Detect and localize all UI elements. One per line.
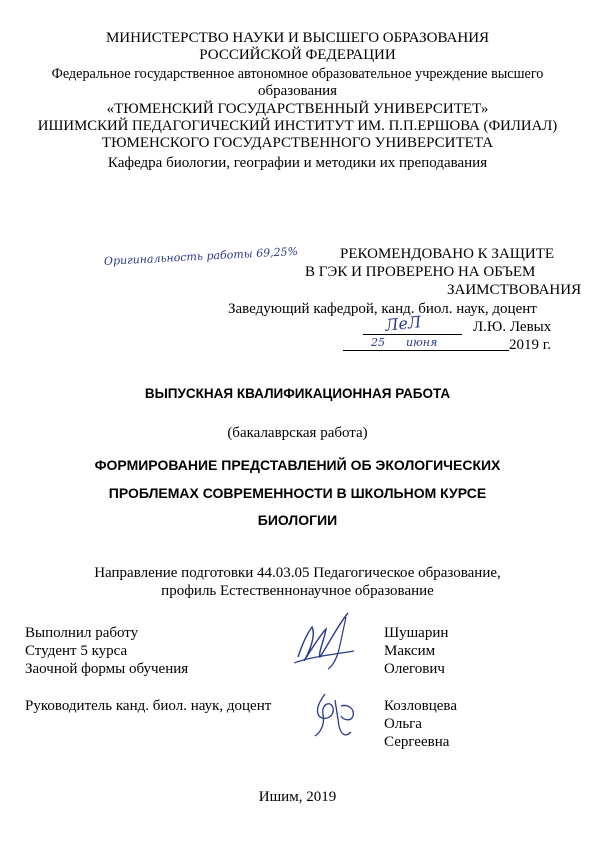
supervisor-patronymic: Сергеевна — [384, 734, 450, 750]
approval-line-3: ЗАИМСТВОВАНИЯ — [447, 282, 582, 298]
supervisor-signature — [305, 686, 365, 746]
work-kind: (бакалаврская работа) — [227, 425, 368, 441]
supervisor-surname: Козловцева — [384, 698, 457, 714]
head-signature-line — [363, 334, 462, 335]
topic-line-3: БИОЛОГИИ — [257, 512, 338, 528]
institution-line-2: образования — [257, 83, 338, 99]
city-year: Ишим, 2019 — [258, 789, 337, 805]
date-month: июня — [406, 336, 438, 349]
topic-line-2: ПРОБЛЕМАХ СОВРЕМЕННОСТИ В ШКОЛЬНОМ КУРСЕ — [108, 485, 487, 501]
student-first-name: Максим — [384, 643, 436, 659]
approval-line-1: РЕКОМЕНДОВАНО К ЗАЩИТЕ — [340, 246, 555, 262]
supervisor-role: Руководитель канд. биол. наук, доцент — [25, 698, 272, 714]
supervisor-first-name: Ольга — [384, 716, 422, 732]
direction-line-2: профиль Естественнонаучное образование — [161, 583, 434, 599]
topic-line-1: ФОРМИРОВАНИЕ ПРЕДСТАВЛЕНИЙ ОБ ЭКОЛОГИЧЕСКИХ — [94, 457, 501, 473]
university-name: «ТЮМЕНСКИЙ ГОСУДАРСТВЕННЫЙ УНИВЕРСИТЕТ» — [106, 101, 489, 117]
originality-handwritten-note: Оригинальность работы 69,25% — [103, 244, 299, 268]
student-role-line-2: Студент 5 курса — [25, 643, 128, 659]
head-of-department-title: Заведующий кафедрой, канд. биол. наук, доцент — [228, 301, 537, 317]
department-name: Кафедра биологии, географии и методики их преподавания — [107, 155, 488, 171]
branch-line-2: ТЮМЕНСКОГО ГОСУДАРСТВЕННОГО УНИВЕРСИТЕТА — [101, 135, 494, 151]
student-role-line-1: Выполнил работу — [25, 625, 139, 641]
ministry-line-1: МИНИСТЕРСТВО НАУКИ И ВЫСШЕГО ОБРАЗОВАНИЯ — [105, 30, 490, 46]
student-patronymic: Олегович — [384, 661, 445, 677]
institution-line-1: Федеральное государственное автономное образовательное учреждение высшего — [51, 66, 544, 82]
approval-line-2: В ГЭК И ПРОВЕРЕНО НА ОБЪЕМ — [305, 264, 536, 280]
head-name: Л.Ю. Левых — [473, 319, 552, 335]
ministry-line-2: РОССИЙСКОЙ ФЕДЕРАЦИИ — [199, 47, 396, 63]
date-line — [343, 350, 509, 351]
student-signature — [290, 605, 360, 675]
head-signature: ЛеЛ — [384, 312, 423, 335]
direction-line-1: Направление подготовки 44.03.05 Педагогическое образование, — [94, 565, 501, 581]
date-year: 2019 г. — [509, 337, 551, 353]
student-surname: Шушарин — [384, 625, 449, 641]
branch-line-1: ИШИМСКИЙ ПЕДАГОГИЧЕСКИЙ ИНСТИТУТ ИМ. П.П.ЕРШОВА (ФИЛИАЛ) — [37, 118, 558, 134]
date-day: 25 — [371, 336, 385, 349]
student-role-line-3: Заочной формы обучения — [25, 661, 189, 677]
work-type-heading: ВЫПУСКНАЯ КВАЛИФИКАЦИОННАЯ РАБОТА — [144, 386, 451, 401]
